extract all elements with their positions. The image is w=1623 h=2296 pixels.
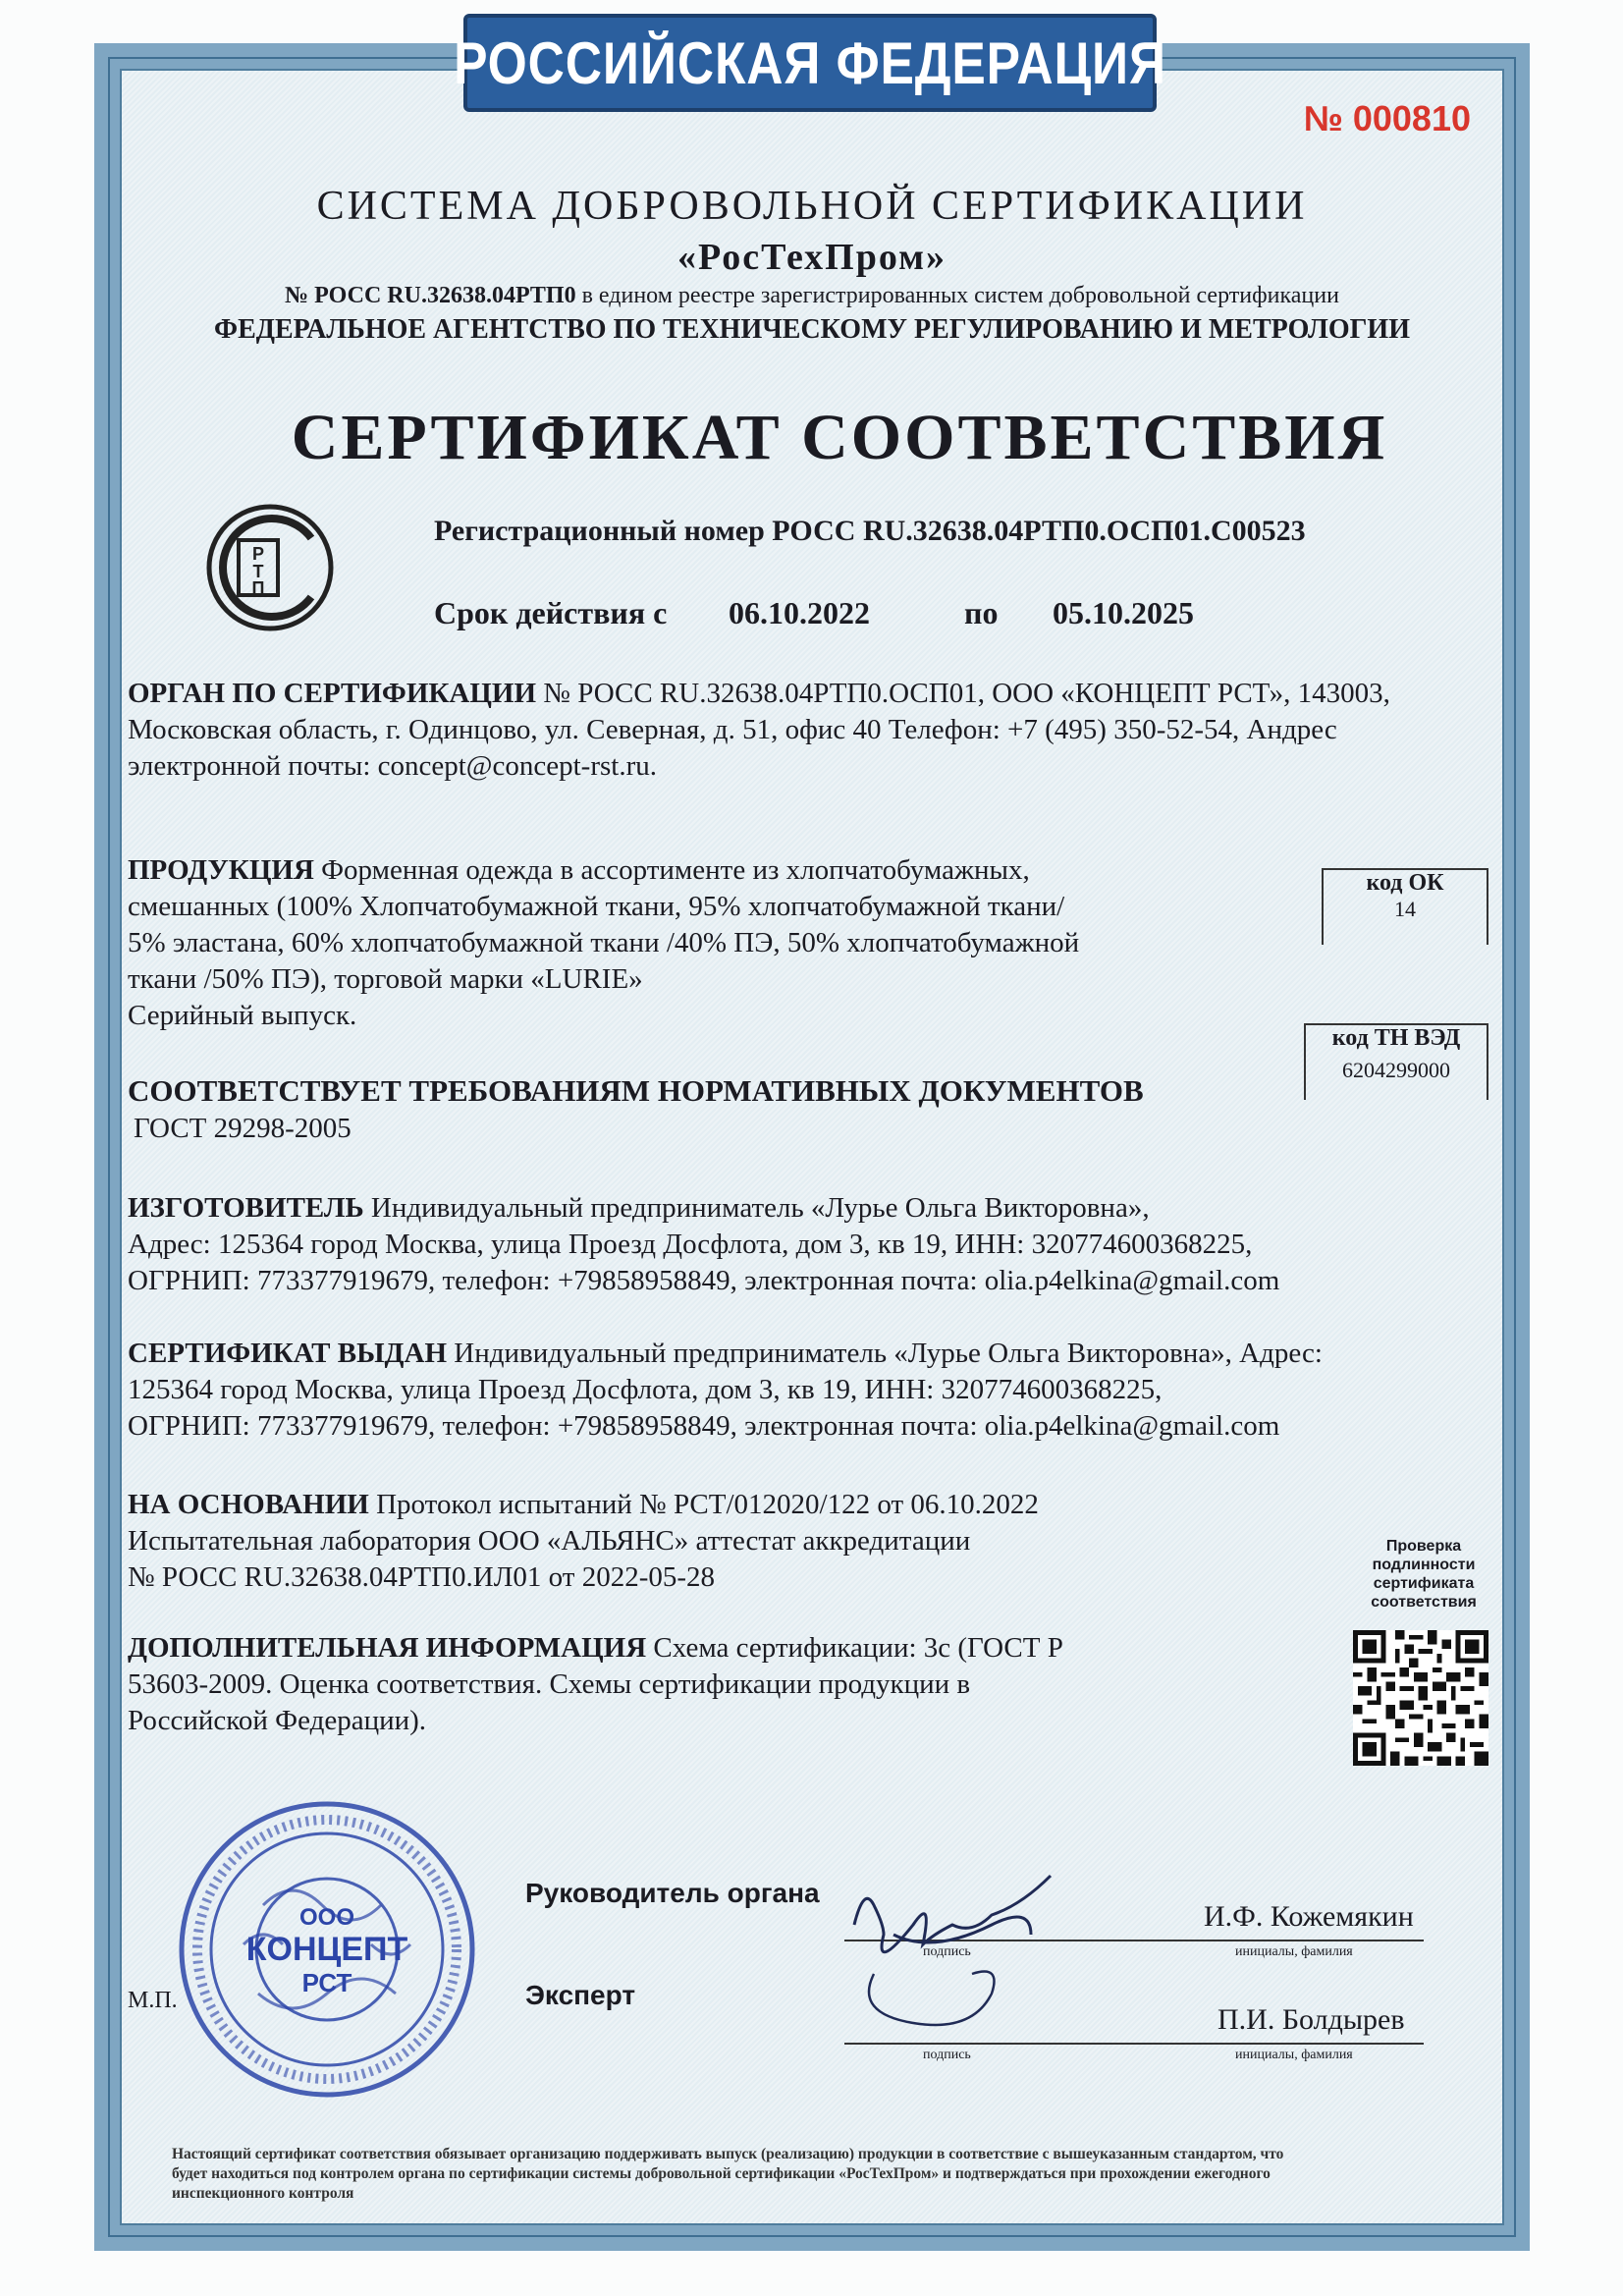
stamp-place-label: М.П. <box>128 1988 178 2013</box>
footer-note <box>172 2145 1546 2204</box>
certificate-title: СЕРТИФИКАТ СООТВЕТСТВИЯ <box>291 402 1388 473</box>
tnved-code-box <box>1304 1023 1488 1100</box>
additional-heading: ДОПОЛНИТЕЛЬНАЯ ИНФОРМАЦИЯ <box>128 1632 647 1664</box>
manufacturer-line1: Индивидуальный предприниматель «Лурье Ольга Викторовна», <box>370 1192 1150 1224</box>
handwritten-signature-icon <box>835 1846 1090 2043</box>
issued-to-section <box>128 1336 1323 1445</box>
basis-line2: Испытательная лаборатория ООО «АЛЬЯНС» аттестат аккредитации <box>128 1525 971 1557</box>
validity-to: 05.10.2025 <box>1053 595 1194 630</box>
qr-code-icon[interactable] <box>1353 1630 1488 1766</box>
basis-line3: № РОСС RU.32638.04РТП0.ИЛ01 от 2022-05-28 <box>128 1561 716 1593</box>
issued-to-line2: 125364 город Москва, улица Проезд Досфлота, дом 3, кв 19, ИНН: 320774600368225, <box>128 1374 1163 1405</box>
tnved-code-label: код ТН ВЭД <box>1331 1025 1461 1051</box>
footer-line1: Настоящий сертификат соответствия обязывает организацию поддерживать выпуск (реализацию) продукции в соответствие с вышеуказанным стандартом, что <box>172 2146 1284 2162</box>
country-banner <box>454 14 1166 112</box>
manufacturer-line2: Адрес: 125364 город Москва, улица Проезд Досфлота, дом 3, кв 19, ИНН: 320774600368225, <box>128 1229 1253 1260</box>
issued-to-heading: СЕРТИФИКАТ ВЫДАН <box>128 1338 448 1369</box>
stamp-line1: ООО <box>298 1904 355 1931</box>
certification-body-line1: № РОСС RU.32638.04РТП0.ОСП01, ООО «КОНЦЕПТ РСТ», 143003, <box>543 678 1390 709</box>
head-label: Руководитель органа <box>525 1878 820 1908</box>
conformity-standard: ГОСТ 29298-2005 <box>134 1113 352 1144</box>
certification-body-line3: электронной почты: concept@concept-rst.ru. <box>128 750 657 782</box>
verification-line4: соответствия <box>1371 1594 1477 1611</box>
stamp-line2: КОНЦЕПТ <box>245 1931 408 1968</box>
validity-from: 06.10.2022 <box>729 595 870 630</box>
additional-line3: Российской Федерации). <box>128 1705 427 1736</box>
stamp-line3: РСТ <box>301 1968 352 1997</box>
system-title: СИСТЕМА ДОБРОВОЛЬНОЙ СЕРТИФИКАЦИИ <box>316 184 1308 229</box>
product-line4: ткани /50% ПЭ), торговой марки «LURIE» <box>128 963 643 995</box>
verification-caption <box>1345 1537 1502 1612</box>
registry-line <box>120 283 1504 309</box>
conformity-section <box>128 1072 1144 1147</box>
basis-section <box>128 1487 1039 1596</box>
ok-code-label: код ОК <box>1366 870 1444 896</box>
expert-label: Эксперт <box>525 1980 636 2010</box>
basis-line1: Протокол испытаний № РСТ/012020/122 от 06.10.2022 <box>376 1489 1039 1520</box>
verification-line3: сертификата <box>1373 1575 1475 1592</box>
rtp-emblem-icon <box>201 499 339 636</box>
agency-name: ФЕДЕРАЛЬНОЕ АГЕНТСТВО ПО ТЕХНИЧЕСКОМУ РЕГУЛИРОВАНИЮ И МЕТРОЛОГИИ <box>214 314 1410 345</box>
head-name-caption: инициалы, фамилия <box>1235 1944 1353 1959</box>
product-line2: смешанных (100% Хлопчатобумажной ткани, 95% хлопчатобумажной ткани/ <box>128 891 1065 922</box>
organization-stamp-icon <box>175 1797 479 2102</box>
product-heading: ПРОДУКЦИЯ <box>128 854 314 886</box>
expert-signature-line <box>844 2043 1424 2045</box>
registry-rest: в едином реестре зарегистрированных систем добровольной сертификации <box>575 283 1339 308</box>
additional-line2: 53603-2009. Оценка соответствия. Схемы сертификации продукции в <box>128 1668 971 1700</box>
registry-prefix: № РОСС RU.32638.04РТП0 <box>285 283 576 308</box>
svg-text:Т: Т <box>252 562 264 581</box>
svg-text:П: П <box>251 578 265 598</box>
issued-to-line3: ОГРНИП: 773377919679, телефон: +79858958849, электронная почта: olia.p4elkina@gmail.com <box>128 1410 1280 1442</box>
registration-value: РОСС RU.32638.04РТП0.ОСП01.С00523 <box>772 515 1306 547</box>
additional-line1: Схема сертификации: 3с (ГОСТ Р <box>653 1632 1063 1664</box>
product-line1: Форменная одежда в ассортименте из хлопчатобумажных, <box>321 854 1030 886</box>
certification-body-section <box>128 676 1390 785</box>
system-name: «РосТехПром» <box>677 237 947 278</box>
tnved-code-value: 6204299000 <box>1342 1058 1450 1082</box>
expert-name-caption: инициалы, фамилия <box>1235 2048 1353 2062</box>
certification-body-heading: ОРГАН ПО СЕРТИФИКАЦИИ <box>128 678 537 709</box>
certificate-number: № 000810 <box>1303 98 1471 138</box>
footer-line3: инспекционного контроля <box>172 2185 354 2202</box>
conformity-heading: СООТВЕТСТВУЕТ ТРЕБОВАНИЯМ НОРМАТИВНЫХ ДОКУМЕНТОВ <box>128 1073 1144 1108</box>
svg-text:Р: Р <box>251 544 265 564</box>
manufacturer-heading: ИЗГОТОВИТЕЛЬ <box>128 1192 364 1224</box>
validity-from-label: Срок действия с <box>434 595 668 630</box>
ok-code-box <box>1322 868 1488 945</box>
ok-code-value: 14 <box>1394 897 1416 921</box>
expert-name: П.И. Болдырев <box>1217 2003 1405 2036</box>
validity-period <box>434 595 1194 631</box>
footer-line2: будет находиться под контролем органа по сертификации системы добровольной сертификации «РосТехПром» и подтверждаться при прохождении ежегодного <box>172 2165 1271 2182</box>
product-line3: 5% эластана, 60% хлопчатобумажной ткани /40% ПЭ, 50% хлопчатобумажной <box>128 927 1080 958</box>
country-banner-text: РОССИЙСКАЯ ФЕДЕРАЦИЯ <box>454 29 1166 96</box>
basis-heading: НА ОСНОВАНИИ <box>128 1489 369 1520</box>
validity-to-label: по <box>964 595 999 630</box>
issued-to-line1: Индивидуальный предприниматель «Лурье Ольга Викторовна», Адрес: <box>454 1338 1323 1369</box>
expert-sign-caption: подпись <box>923 2048 971 2062</box>
additional-info-section <box>128 1630 1063 1739</box>
registration-label: Регистрационный номер <box>434 515 765 547</box>
head-name: И.Ф. Кожемякин <box>1204 1900 1414 1933</box>
head-sign-caption: подпись <box>923 1944 971 1959</box>
product-section <box>128 852 1079 1034</box>
product-line5: Серийный выпуск. <box>128 1000 357 1031</box>
manufacturer-section <box>128 1190 1279 1299</box>
verification-line2: подлинности <box>1372 1557 1476 1573</box>
manufacturer-line3: ОГРНИП: 773377919679, телефон: +79858958849, электронная почта: olia.p4elkina@gmail.com <box>128 1265 1280 1296</box>
registration-number <box>434 515 1306 548</box>
verification-line1: Проверка <box>1385 1538 1462 1555</box>
certification-body-line2: Московская область, г. Одинцово, ул. Северная, д. 51, офис 40 Телефон: +7 (495) 350-52-54, Андрес <box>128 714 1337 745</box>
